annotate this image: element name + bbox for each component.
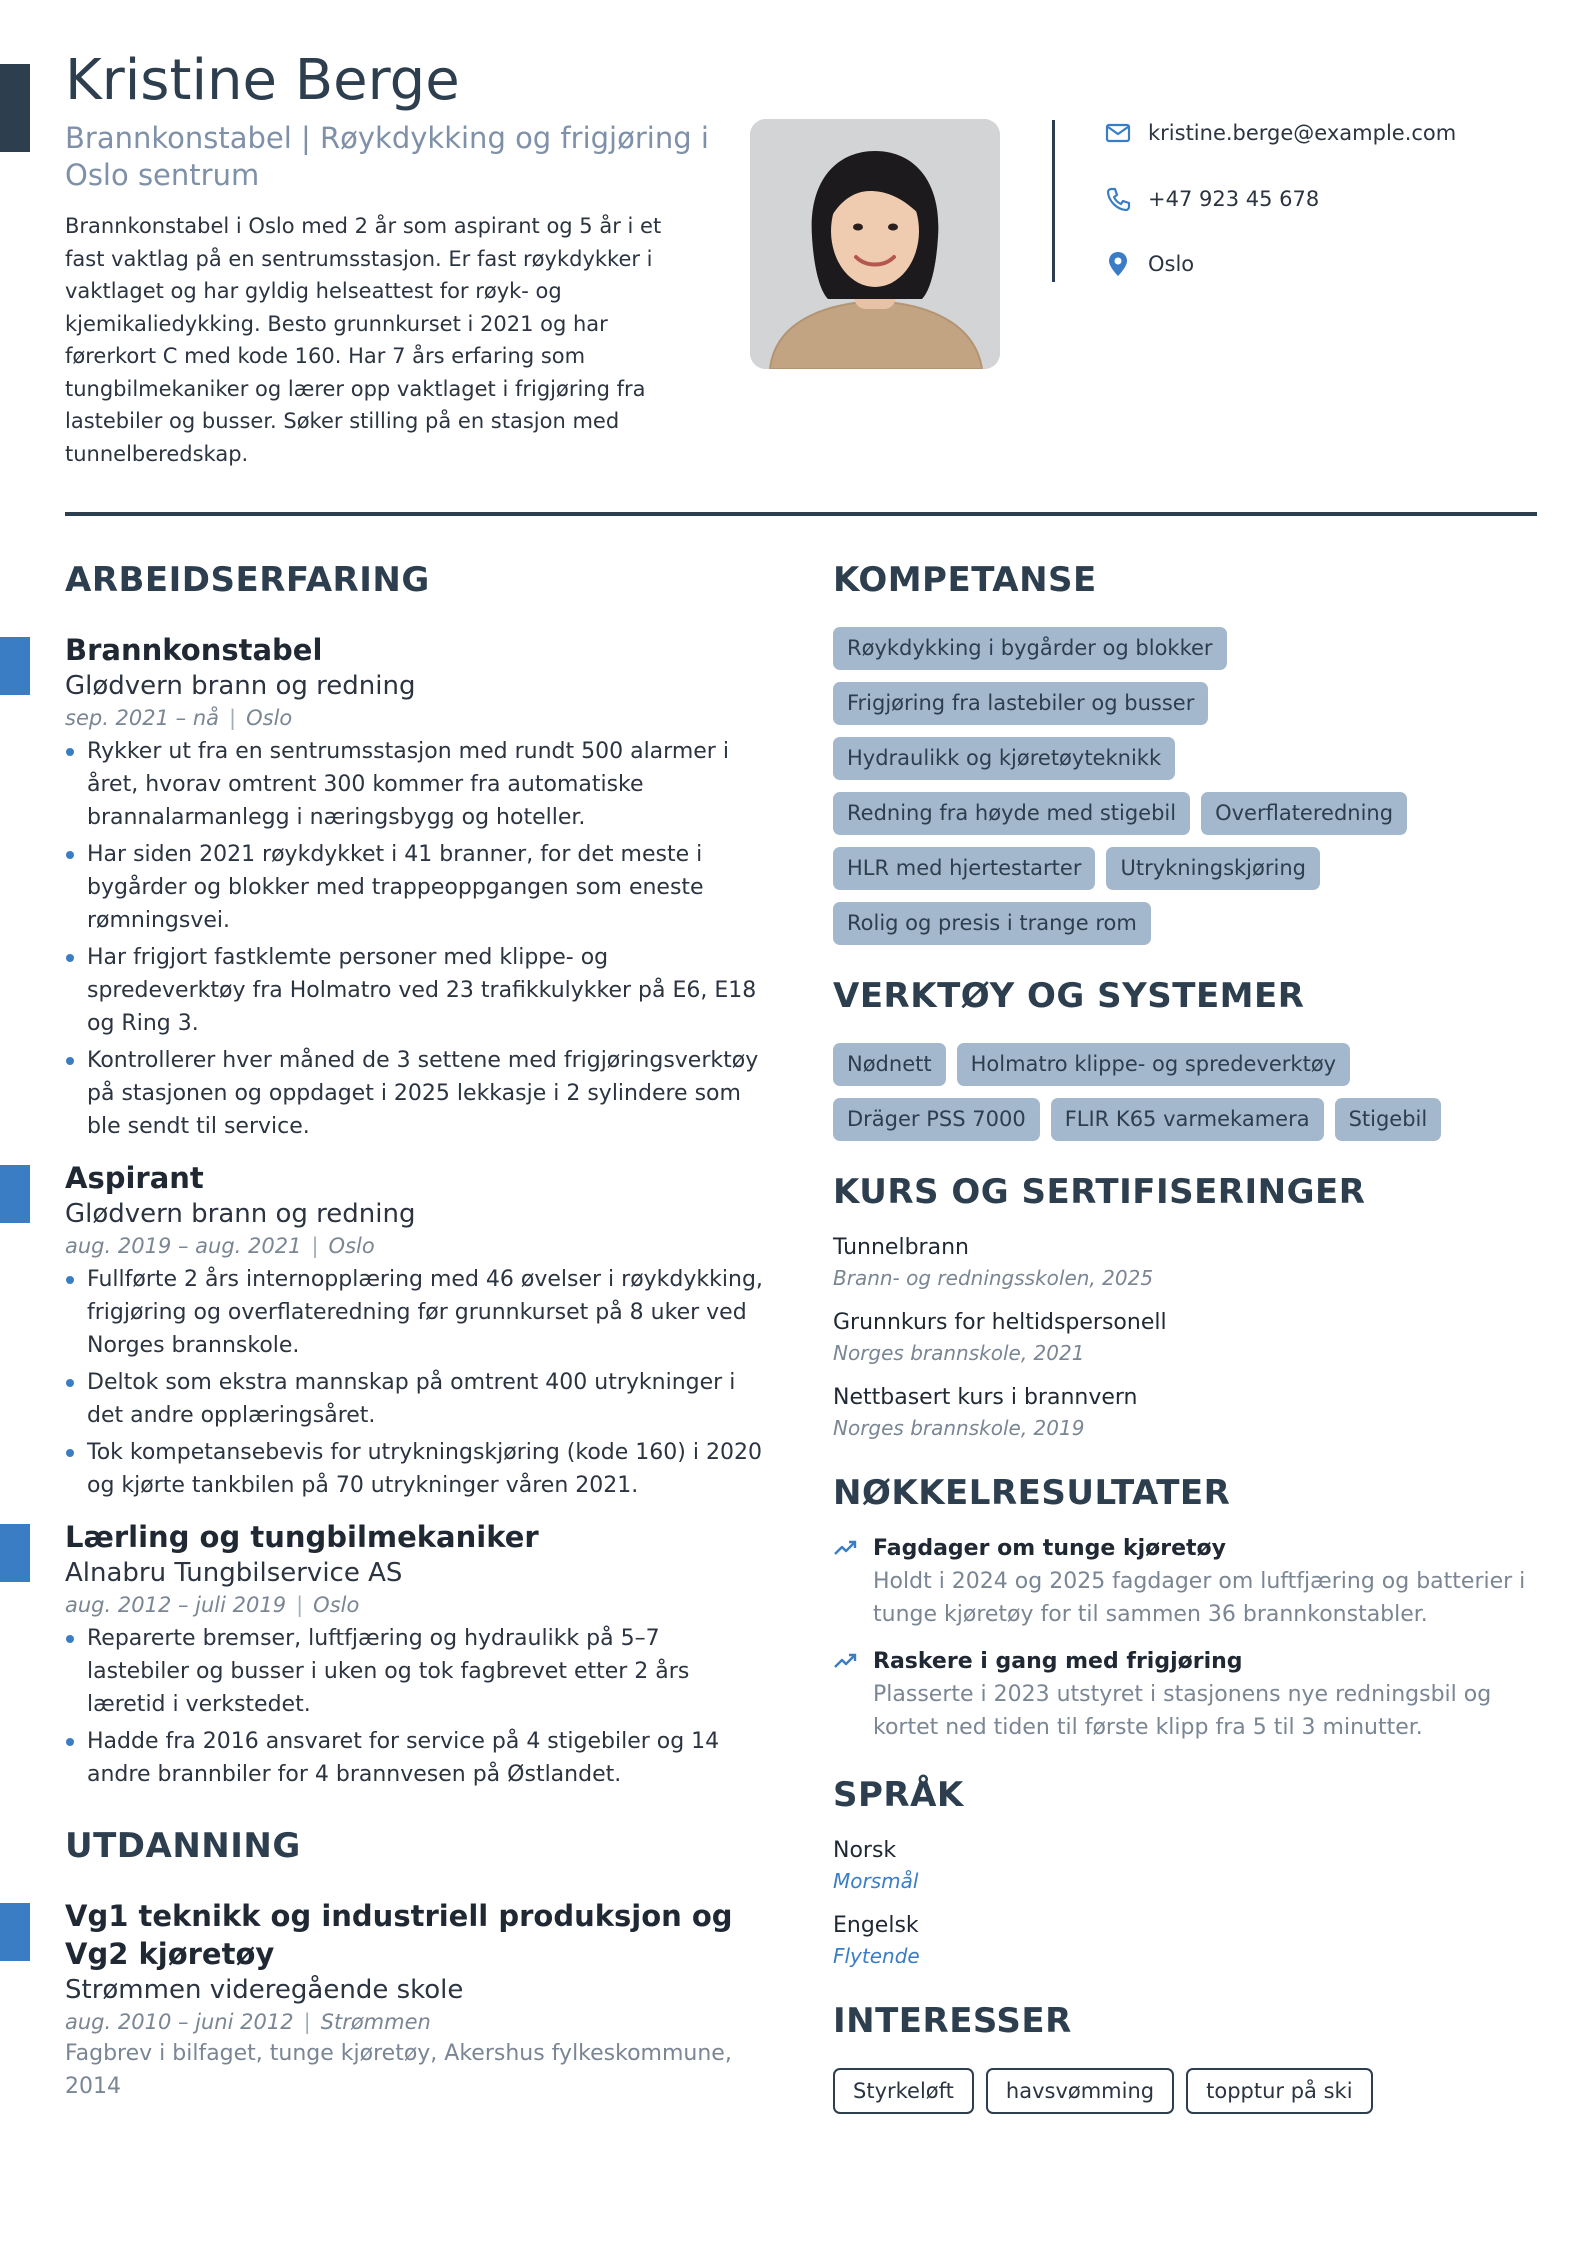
contact-email-text: kristine.berge@example.com [1148,121,1457,145]
job-title: Aspirant [65,1161,204,1195]
education-heading: UTDANNING [65,1826,301,1866]
job-bullet: Deltok som ekstra mannskap på omtrent 400 utrykninger i det andre opplæringsåret. [65,1366,765,1432]
skill-tag: Hydraulikk og kjøretøyteknikk [833,737,1175,780]
job-bullet: Tok kompetansebevis for utrykningskjøring (kode 160) i 2020 og kjørte tankbilen på 70 utrykninger våren 2021. [65,1436,765,1502]
interest-tag: Styrkeløft [833,2068,974,2114]
job-meta: aug. 2019 – aug. 2021 | Oslo [65,1234,375,1258]
job-bullets [65,735,765,1143]
tool-tag: FLIR K65 varmekamera [1051,1098,1324,1141]
skill-tag: Rolig og presis i trange rom [833,902,1151,945]
cert-meta: Norges brannskole, 2021 [833,1341,1085,1365]
result-title: Fagdager om tunge kjøretøy [873,1536,1226,1561]
job-bullet: Fullførte 2 års internopplæring med 46 øvelser i røykdykking, frigjøring og overflateredning før grunnkurset på 8 uker ved Norges brannskole. [65,1263,765,1362]
languages-heading: SPRÅK [833,1775,964,1815]
education-title: Vg1 teknikk og industriell produksjon og Vg2 kjøretøy [65,1899,733,1971]
contact-location [1104,251,1194,277]
cert-meta: Norges brannskole, 2019 [833,1416,1085,1440]
job-meta: aug. 2012 – juli 2019 | Oslo [65,1593,360,1617]
language-item [833,1834,1538,1895]
job-bullet: Hadde fra 2016 ansvaret for service på 4 stigebiler og 14 andre brannbiler for 4 brannvesen på Østlandet. [65,1725,765,1791]
candidate-headline: Brannkonstabel | Røykdykking og frigjøring i Oslo sentrum [65,121,709,192]
job-period: sep. 2021 – nå [65,706,220,730]
job-place: Oslo [313,1593,360,1617]
education-entry [65,1897,765,2103]
skill-tag: Overflateredning [1201,792,1407,835]
header-accent-bar [0,64,30,152]
job-marker [0,1165,30,1223]
tools-tags [833,1043,1538,1141]
job-place: Oslo [328,1234,375,1258]
result-item [833,1532,1538,1631]
education-period: aug. 2010 – juni 2012 [65,2010,294,2034]
language-name: Engelsk [833,1913,919,1938]
job-bullet: Har frigjort fastklemte personer med klippe- og spredeverktøy fra Holmatro ved 23 trafikkulykker på E6, E18 og Ring 3. [65,941,765,1040]
education-note: Fagbrev i bilfaget, tunge kjøretøy, Akershus fylkeskommune, 2014 [65,2041,732,2099]
phone-icon [1104,185,1132,213]
job-bullet: Reparerte bremser, luftfjæring og hydraulikk på 5–7 lastebiler og busser i uken og tok fagbrevet etter 2 års læretid i verkstedet. [65,1622,765,1721]
education-marker [0,1903,30,1961]
job-marker [0,1524,30,1582]
language-level: Flytende [833,1944,920,1968]
job-title: Brannkonstabel [65,633,323,667]
experience-heading: ARBEIDSERFARING [65,560,430,600]
results-heading: NØKKELRESULTATER [833,1473,1231,1513]
interests-list [833,2068,1538,2114]
profile-summary: Brannkonstabel i Oslo med 2 år som aspirant og 5 år i et fast vaktlag på en sentrumsstasjon. Er fast røykdykker i vaktlaget og har gyldig helseattest for røyk- og kjemikaliedykking. Besto grunnkurset i 2021 og har førerkort C med kode 160. Har 7 års erfaring som tungbilmekaniker og lærer opp vaktlaget i frigjøring fra lastebiler og busser. Søker stilling på en stasjon med tunnelberedskap. [65,214,662,466]
right-column [833,555,1538,2114]
education-school: Strømmen videregående skole [65,1975,464,2005]
result-desc: Holdt i 2024 og 2025 fagdager om luftfjæring og batterier i tunge kjøretøy for til sammen 36 brannkonstabler. [873,1569,1526,1627]
result-title: Raskere i gang med frigjøring [873,1649,1243,1674]
contact-phone-text: +47 923 45 678 [1148,187,1320,211]
cert-name: Nettbasert kurs i brannvern [833,1385,1138,1410]
language-item [833,1909,1538,1970]
interests-heading: INTERESSER [833,2001,1072,2041]
skills-heading: KOMPETANSE [833,560,1097,600]
tool-tag: Dräger PSS 7000 [833,1098,1040,1141]
contact-location-text: Oslo [1148,252,1195,276]
skill-tag: Redning fra høyde med stigebil [833,792,1190,835]
job-bullets [65,1622,765,1791]
contact-email[interactable] [1104,120,1456,146]
job-bullet: Har siden 2021 røykdykket i 41 branner, for det meste i bygårder og blokker med trappeoppgangen som eneste rømningsvei. [65,838,765,937]
result-desc: Plasserte i 2023 utstyret i stasjonens nye redningsbil og kortet ned tiden til første klipp fra 5 til 3 minutter. [873,1682,1492,1740]
contact-divider [1052,120,1055,282]
candidate-name: Kristine Berge [65,48,460,113]
job-employer: Alnabru Tungbilservice AS [65,1558,403,1588]
skill-tag: Frigjøring fra lastebiler og busser [833,682,1208,725]
skill-tag: HLR med hjertestarter [833,847,1095,890]
language-level: Morsmål [833,1869,919,1893]
job-entry [65,631,765,1143]
job-entry [65,1159,765,1502]
tool-tag: Holmatro klippe- og spredeverktøy [957,1043,1351,1086]
language-name: Norsk [833,1838,897,1863]
cert-item [833,1231,1538,1292]
cert-name: Tunnelbrann [833,1235,969,1260]
education-place: Strømmen [320,2010,431,2034]
profile-photo [750,119,1000,369]
cert-meta: Brann- og redningsskolen, 2025 [833,1266,1154,1290]
left-column [65,555,765,2103]
tool-tag: Nødnett [833,1043,946,1086]
header-divider [65,512,1537,516]
trending-up-icon [833,1651,859,1671]
job-title: Lærling og tungbilmekaniker [65,1520,539,1554]
mail-icon [1104,119,1132,147]
cert-item [833,1306,1538,1367]
interest-tag: topptur på ski [1186,2068,1372,2114]
job-bullet: Kontrollerer hver måned de 3 settene med frigjøringsverktøy på stasjonen og oppdaget i 2025 lekkasje i 2 sylindere som ble sendt til service. [65,1044,765,1143]
job-marker [0,637,30,695]
header [65,46,1535,496]
job-employer: Glødvern brann og redning [65,1199,416,1229]
trending-up-icon [833,1538,859,1558]
skill-tag: Røykdykking i bygårder og blokker [833,627,1227,670]
contact-phone[interactable] [1104,186,1319,212]
cert-name: Grunnkurs for heltidspersonell [833,1310,1167,1335]
job-entry [65,1518,765,1791]
tool-tag: Stigebil [1335,1098,1442,1141]
job-bullets [65,1263,765,1502]
education-meta: aug. 2010 – juni 2012 | Strømmen [65,2010,431,2034]
cert-item [833,1381,1538,1442]
interest-tag: havsvømming [986,2068,1174,2114]
skill-tag: Utrykningskjøring [1106,847,1320,890]
job-meta: sep. 2021 – nå | Oslo [65,706,293,730]
result-item [833,1645,1538,1744]
job-employer: Glødvern brann og redning [65,671,416,701]
job-bullet: Rykker ut fra en sentrumsstasjon med rundt 500 alarmer i året, hvorav omtrent 300 kommer fra automatiske brannalarmanlegg i næringsbygg og hoteller. [65,735,765,834]
job-period: aug. 2012 – juli 2019 [65,1593,287,1617]
certs-heading: KURS OG SERTIFISERINGER [833,1172,1366,1212]
map-pin-icon [1104,250,1132,278]
skills-tags [833,627,1538,945]
job-period: aug. 2019 – aug. 2021 [65,1234,302,1258]
tools-heading: VERKTØY OG SYSTEMER [833,976,1305,1016]
job-place: Oslo [246,706,293,730]
